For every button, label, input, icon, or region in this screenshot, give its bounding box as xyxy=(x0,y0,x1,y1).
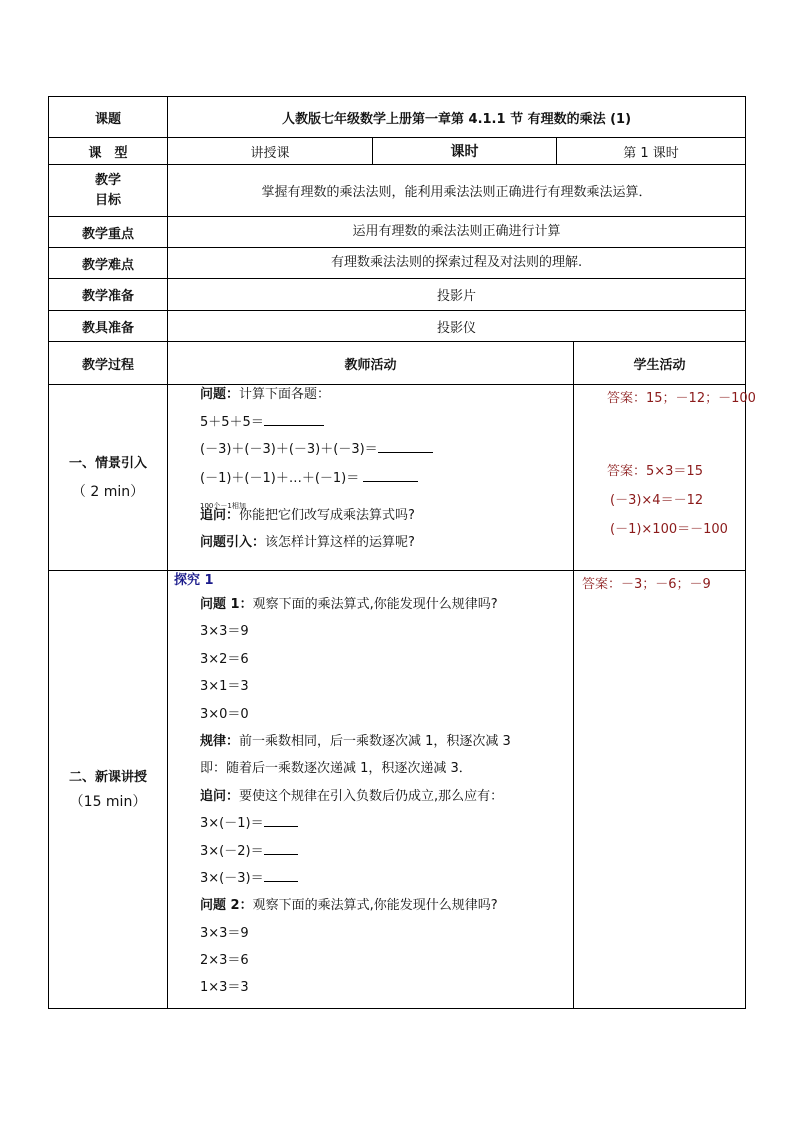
s1-answer3: (－3)×4＝－12 xyxy=(610,493,704,508)
teacher-activity-header: 教师活动 xyxy=(168,342,574,385)
section2-time: （15 min） xyxy=(69,793,147,810)
s2-eq6: 2×3＝6 xyxy=(200,953,249,969)
difficulty-value: 有理数乘法法则的探索过程及对法则的理解. xyxy=(168,248,746,279)
section2-teacher xyxy=(168,571,574,1009)
tools-row xyxy=(49,311,746,342)
difficulty-label: 教学难点 xyxy=(49,248,168,279)
lesson-plan-table xyxy=(48,96,756,1009)
type-row xyxy=(49,138,746,165)
s2-problem2: 问题 2：观察下面的乘法算式,你能发现什么规律吗? xyxy=(200,898,498,914)
goal-row xyxy=(49,165,746,217)
topic-value: 人教版七年级数学上册第一章第 4.1.1 节 有理数的乘法 (1) xyxy=(168,97,746,138)
s2-ask3: 3×(－3)＝ xyxy=(200,865,573,892)
s2-rule2: 即：随着后一乘数逐次递减 1，积逐次递减 3． xyxy=(200,761,472,777)
s1-line3: (－1)＋(－1)＋…＋(－1)＝ 100个－1相加 xyxy=(200,464,573,502)
topic-row xyxy=(49,97,746,138)
key-point-value: 运用有理数的乘法法则正确进行计算 xyxy=(168,217,746,248)
s1-blank1[interactable] xyxy=(264,411,324,426)
s2-ask: 追问：要使这个规律在引入负数后仍成立,那么应有： xyxy=(200,788,504,804)
s2-explore: 探究 1 xyxy=(174,573,214,588)
s1-line3-note: 100个－1相加 xyxy=(200,501,246,510)
section1-name: 一、情景引入 xyxy=(68,455,147,471)
period-value: 第 1 课时 xyxy=(557,138,746,165)
section2-student xyxy=(574,571,746,1009)
process-header-row xyxy=(49,342,746,385)
goal-label-line1: 教学 xyxy=(94,172,121,188)
period-label: 课时 xyxy=(373,138,557,165)
s1-line1: 5＋5＋5＝ xyxy=(200,409,573,436)
type-value: 讲授课 xyxy=(168,138,373,165)
s2-eq7: 1×3＝3 xyxy=(200,980,249,996)
tools-label: 教具准备 xyxy=(49,311,168,342)
s1-question: 问题：计算下面各题： xyxy=(200,387,331,402)
s2-eq5: 3×3＝9 xyxy=(200,925,249,941)
s2-ask2: 3×(－2)＝ xyxy=(200,838,573,865)
s1-answer2: 答案：5×3＝15 xyxy=(607,464,703,479)
topic-label: 课题 xyxy=(49,97,168,138)
s2-blank2[interactable] xyxy=(264,840,298,855)
section1-row xyxy=(49,385,746,571)
section1-student xyxy=(574,385,756,571)
s2-rule: 规律：前一乘数相同，后一乘数逐次减 1，积逐次减 3 xyxy=(200,733,511,749)
section2-label xyxy=(49,571,168,1009)
s2-eq2: 3×2＝6 xyxy=(200,651,249,667)
s1-answer4: (－1)×100＝－100 xyxy=(610,522,728,537)
section1-label xyxy=(49,385,168,571)
s2-eq1: 3×3＝9 xyxy=(200,624,249,640)
goal-value: 掌握有理数的乘法法则，能利用乘法法则正确进行有理数乘法运算． xyxy=(168,165,746,217)
tools-value: 投影仪 xyxy=(168,311,746,342)
section2-row xyxy=(49,571,746,1009)
section2-name: 二、新课讲授 xyxy=(68,769,147,785)
s2-eq3: 3×1＝3 xyxy=(200,679,249,695)
goal-label xyxy=(49,165,168,217)
section1-time: （ 2 min） xyxy=(71,483,145,500)
preparation-row xyxy=(49,279,746,311)
student-activity-header: 学生活动 xyxy=(574,342,746,385)
goal-label-line2: 目标 xyxy=(94,192,121,208)
section1-teacher xyxy=(168,385,574,571)
s1-blank3[interactable] xyxy=(363,467,418,482)
s1-answer1: 答案：15；－12；－100 xyxy=(607,391,756,406)
s1-blank2[interactable] xyxy=(378,438,433,453)
s2-answer: 答案：－3；－6；－9 xyxy=(582,577,711,592)
key-point-label: 教学重点 xyxy=(49,217,168,248)
s2-blank1[interactable] xyxy=(264,812,298,827)
process-label: 教学过程 xyxy=(49,342,168,385)
preparation-label: 教学准备 xyxy=(49,279,168,311)
s2-ask1: 3×(－1)＝ xyxy=(200,810,573,837)
key-point-row xyxy=(49,217,746,248)
s2-eq4: 3×0＝0 xyxy=(200,706,249,722)
preparation-value: 投影片 xyxy=(168,279,746,311)
s1-line2: (－3)＋(－3)＋(－3)＋(－3)＝ xyxy=(200,436,573,463)
difficulty-row xyxy=(49,248,746,279)
s1-follow: 追问：你能把它们改写成乘法算式吗? xyxy=(200,507,415,523)
s2-problem1: 问题 1：观察下面的乘法算式,你能发现什么规律吗? xyxy=(200,597,498,612)
s1-intro: 问题引入：该怎样计算这样的运算呢? xyxy=(200,535,415,551)
s2-blank3[interactable] xyxy=(264,867,298,882)
type-label: 课 型 xyxy=(49,138,168,165)
